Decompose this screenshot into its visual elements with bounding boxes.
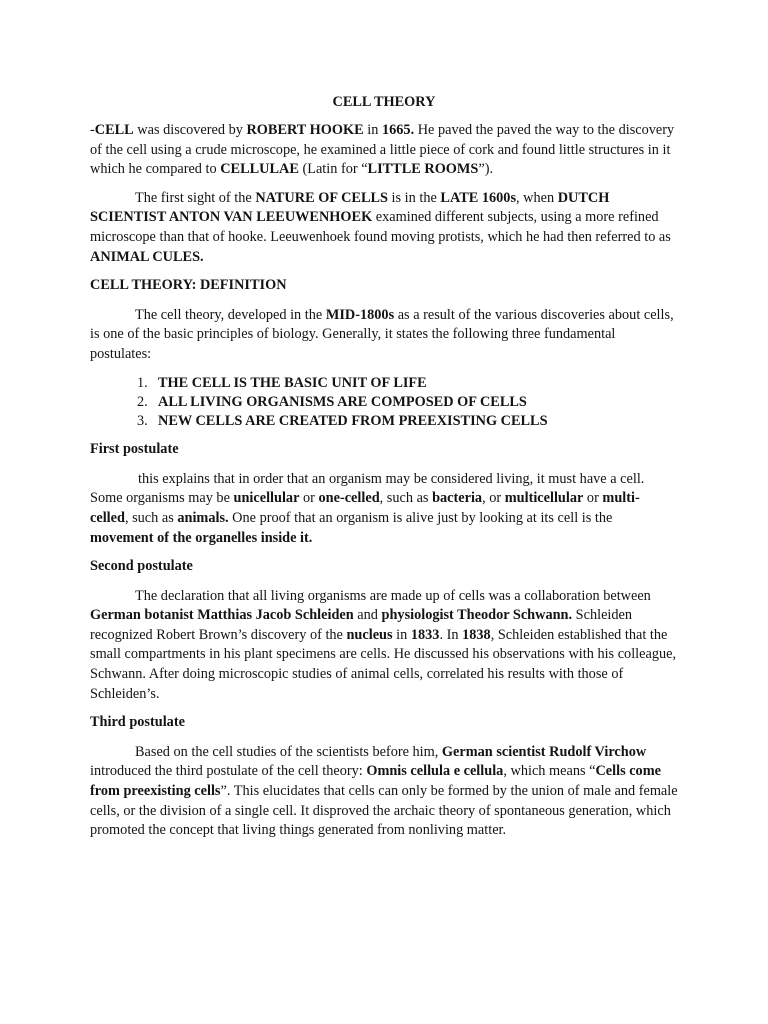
text-run: -	[90, 122, 95, 138]
third-postulate-paragraph	[90, 743, 678, 841]
text-run: ”. This elucidates that cells can only be formed by the union of male and female cells, or the division of a single cell. It disproved the archaic theory of spontaneous generation, which promoted the concept that living things generated from nonliving matter.	[90, 783, 678, 839]
text-run: One proof that an organism is alive just by looking at its cell is the	[228, 509, 613, 526]
text-run: (Latin for “	[298, 161, 368, 178]
postulate-text: ALL LIVING ORGANISMS ARE COMPOSED OF CELLS	[158, 393, 527, 410]
postulate-item	[137, 412, 678, 431]
bold-run: Cells come from preexisting cells	[90, 763, 661, 800]
bold-run: German scientist Rudolf Virchow	[441, 743, 647, 760]
bold-run: MID-1800s	[325, 306, 395, 323]
text-run: The first sight of the	[135, 189, 256, 206]
postulate-item	[137, 393, 678, 412]
second-postulate-paragraph	[90, 587, 678, 705]
third-postulate-heading: Third postulate	[90, 714, 185, 731]
bold-run: DUTCH SCIENTIST ANTON VAN LEEUWENHOEK	[90, 189, 610, 226]
postulate-number: 3.	[137, 412, 148, 429]
text-run: in	[392, 626, 411, 643]
text-run: examined different subjects, using a more refined microscope than that of hooke. Leeuwenhoek found moving protists, which he had then referred to as	[90, 209, 671, 245]
postulate-number: 1.	[137, 374, 148, 391]
text-run: is in the	[387, 189, 441, 206]
postulate-item	[137, 374, 678, 393]
text-run: this explains that in order that an organism may be considered living, it must have a cell. Some organisms may be	[90, 470, 645, 507]
second-postulate-heading: Second postulate	[90, 558, 193, 575]
definition-heading: CELL THEORY: DEFINITION	[90, 277, 287, 294]
bold-run: multi-celled	[90, 490, 640, 526]
text-run: , which means “	[503, 763, 596, 780]
first-sight-paragraph	[90, 189, 678, 267]
text-run: , or	[482, 490, 505, 507]
document-title: CELL THEORY	[332, 94, 436, 110]
bold-run: bacteria	[432, 490, 483, 507]
text-run: or	[299, 490, 319, 507]
text-run: or	[583, 490, 603, 507]
bold-run: movement of the organelles inside it.	[90, 529, 313, 546]
text-run: , such as	[379, 490, 433, 507]
text-run: Schleiden recognized Robert Brown’s discovery of the	[90, 607, 633, 643]
bold-run: CELL	[94, 122, 134, 138]
text-run: The cell theory, developed in the	[135, 306, 326, 323]
definition-paragraph	[90, 306, 678, 365]
intro-paragraph	[90, 121, 678, 180]
bold-run: nucleus	[346, 626, 393, 643]
bold-run: ROBERT HOOKE	[246, 122, 364, 138]
text-run: ”).	[478, 161, 494, 178]
text-run: Based on the cell studies of the scientists before him,	[135, 743, 442, 760]
bold-run: physiologist Theodor Schwann.	[381, 607, 573, 624]
bold-run: LITTLE ROOMS	[367, 161, 479, 178]
text-run: and	[353, 607, 382, 624]
text-run: , such as	[124, 509, 178, 526]
text-run: as a result of the various discoveries about cells, is one of the basic principles of biology. Generally, it states the following three fundamental postulates:	[90, 306, 674, 362]
bold-run: Omnis cellula e cellula	[366, 763, 504, 780]
postulate-text: NEW CELLS ARE CREATED FROM PREEXISTING CELLS	[158, 412, 548, 429]
bold-run: unicellular	[233, 490, 300, 507]
bold-run: CELLULAE	[220, 161, 299, 178]
text-run: , when	[516, 189, 558, 206]
postulate-number: 2.	[137, 393, 148, 410]
bold-run: NATURE OF CELLS	[255, 189, 388, 206]
text-run: introduced the third postulate of the cell theory:	[90, 763, 367, 780]
first-postulate-heading: First postulate	[90, 441, 179, 458]
text-run: . In	[439, 626, 463, 643]
bold-run: 1838	[462, 626, 491, 643]
first-postulate-paragraph	[90, 470, 678, 548]
bold-run: multicellular	[504, 490, 584, 507]
text-run: He paved the paved the way to the discovery of the cell using a crude microscope, he examined a little piece of cork and found little structures in it which he compared to	[90, 122, 675, 178]
bold-run: ANIMAL CULES.	[90, 248, 204, 265]
text-run: , Schleiden established that the small compartments in his plant specimens are cells. He discussed his observations with his colleague, Schwann. After doing microscopic studies of animal cells, correlated his results with those of Schleiden’s.	[90, 626, 677, 702]
bold-run: animals.	[177, 509, 229, 526]
text-run: was discovered by	[133, 122, 247, 138]
text-run: in	[363, 122, 382, 138]
bold-run: one-celled	[318, 490, 380, 507]
postulate-text: THE CELL IS THE BASIC UNIT OF LIFE	[158, 374, 427, 391]
bold-run: German botanist Matthias Jacob Schleiden	[90, 607, 354, 624]
postulates-list	[90, 374, 678, 432]
bold-run: 1665.	[381, 122, 415, 138]
text-run: The declaration that all living organisms are made up of cells was a collaboration between	[135, 587, 651, 604]
bold-run: LATE 1600s	[440, 189, 517, 206]
bold-run: 1833	[410, 626, 440, 643]
